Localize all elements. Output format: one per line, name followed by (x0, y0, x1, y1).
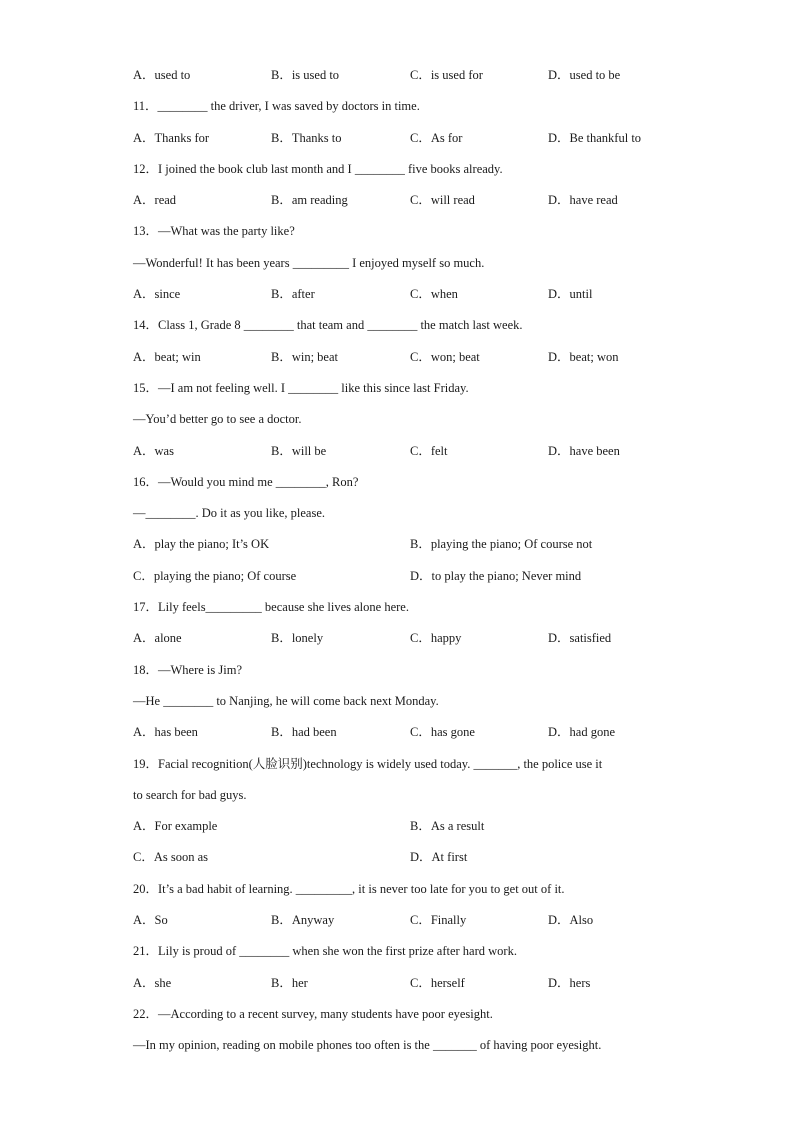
q16-option-a[interactable]: A．play the piano; It’s OK (133, 537, 270, 552)
q21-options (133, 968, 663, 999)
q12-stem: 12．I joined the book club last month and I ________ five books already. (133, 161, 503, 176)
q13-option-d[interactable]: D．until (548, 287, 593, 302)
q17-option-c[interactable]: C．happy (410, 631, 462, 646)
q11-option-b[interactable]: B．Thanks to (271, 130, 342, 145)
q19-option-b[interactable]: B．As a result (410, 819, 485, 834)
q17-option-a[interactable]: A．alone (133, 631, 182, 646)
q12-option-b[interactable]: B．am reading (271, 193, 348, 208)
q19-stem: 19．Facial recognition(人脸识别)technology is widely used today. _______, the police use it (133, 756, 603, 771)
q10-options (133, 60, 663, 91)
q12-option-a[interactable]: A．read (133, 193, 177, 208)
q16-stem: 16．—Would you mind me ________, Ron? (133, 474, 359, 489)
q20-option-d[interactable]: D．Also (548, 913, 594, 928)
q12-option-c[interactable]: C．will read (410, 193, 475, 208)
q11-stem: 11．________ the driver, I was saved by doctors in time. (133, 99, 420, 114)
q13-option-a[interactable]: A．since (133, 287, 181, 302)
q20-stem: 20．It’s a bad habit of learning. _________, it is never too late for you to get out of it. (133, 881, 565, 896)
q12-option-d[interactable]: D．have read (548, 193, 618, 208)
q21-option-c[interactable]: C．herself (410, 975, 465, 990)
q15-option-b[interactable]: B．will be (271, 443, 327, 458)
q14-option-b[interactable]: B．win; beat (271, 349, 339, 364)
q10-option-b[interactable]: B．is used to (271, 68, 340, 82)
q19-stem-cont: to search for bad guys. (133, 787, 247, 802)
q14-option-a[interactable]: A．beat; win (133, 349, 201, 364)
q19-option-d[interactable]: D．At first (410, 850, 468, 865)
q13-option-c[interactable]: C．when (410, 287, 458, 302)
q15-stem: 15．—I am not feeling well. I ________ like this since last Friday. (133, 380, 469, 395)
q13-options (133, 279, 663, 310)
q11-option-c[interactable]: C．As for (410, 130, 463, 145)
q22-stem-reply: —In my opinion, reading on mobile phones too often is the _______ of having poor eyesight. (133, 1038, 602, 1053)
q13-stem: 13．—What was the party like? (133, 224, 295, 239)
q15-option-c[interactable]: C．felt (410, 443, 448, 458)
q20-option-a[interactable]: A．So (133, 913, 168, 928)
q11-options (133, 123, 663, 154)
q11-option-d[interactable]: D．Be thankful to (548, 130, 642, 145)
q18-stem: 18．—Where is Jim? (133, 662, 243, 677)
q14-option-d[interactable]: D．beat; won (548, 349, 619, 364)
q15-option-a[interactable]: A．was (133, 443, 174, 458)
q15-options (133, 436, 663, 467)
q19-option-a[interactable]: A．For example (133, 819, 218, 834)
q10-option-d[interactable]: D．used to be (548, 68, 621, 82)
q15-option-d[interactable]: D．have been (548, 443, 620, 458)
q20-options (133, 905, 663, 936)
q14-stem: 14．Class 1, Grade 8 ________ that team and ________ the match last week. (133, 318, 523, 333)
q12-options (133, 185, 663, 216)
q21-stem: 21．Lily is proud of ________ when she won the first prize after hard work. (133, 944, 517, 959)
q21-option-d[interactable]: D．hers (548, 975, 591, 990)
q21-option-b[interactable]: B．her (271, 975, 308, 990)
q17-stem: 17．Lily feels_________ because she lives alone here. (133, 600, 409, 615)
q18-option-c[interactable]: C．has gone (410, 725, 475, 740)
q18-option-b[interactable]: B．had been (271, 725, 337, 740)
q16-stem-reply: —________. Do it as you like, please. (133, 506, 325, 521)
q16-option-b[interactable]: B．playing the piano; Of course not (410, 537, 593, 552)
q17-option-b[interactable]: B．lonely (271, 631, 324, 646)
q16-option-d[interactable]: D．to play the piano; Never mind (410, 568, 582, 583)
q14-options (133, 342, 663, 373)
q20-option-b[interactable]: B．Anyway (271, 913, 335, 928)
q13-option-b[interactable]: B．after (271, 287, 315, 302)
q17-option-d[interactable]: D．satisfied (548, 631, 612, 646)
q16-option-c[interactable]: C．playing the piano; Of course (133, 568, 297, 583)
q21-option-a[interactable]: A．she (133, 975, 172, 990)
q13-stem-reply: —Wonderful! It has been years _________ I enjoyed myself so much. (133, 255, 485, 270)
q17-options (133, 623, 663, 654)
q18-option-d[interactable]: D．had gone (548, 725, 615, 740)
q11-option-a[interactable]: A．Thanks for (133, 130, 210, 145)
q18-stem-reply: —He ________ to Nanjing, he will come back next Monday. (133, 693, 439, 708)
q22-stem: 22．—According to a recent survey, many students have poor eyesight. (133, 1006, 493, 1021)
q19-options-row2 (133, 842, 663, 873)
exam-page (133, 60, 663, 1062)
q18-option-a[interactable]: A．has been (133, 725, 198, 740)
q16-options-row2 (133, 561, 663, 592)
q14-option-c[interactable]: C．won; beat (410, 349, 480, 364)
q19-options-row1 (133, 811, 663, 842)
q18-options (133, 717, 663, 748)
q20-option-c[interactable]: C．Finally (410, 913, 467, 928)
q10-option-a[interactable]: A．used to (133, 68, 191, 82)
q15-stem-reply: —You’d better go to see a doctor. (133, 412, 302, 427)
q16-options-row1 (133, 529, 663, 560)
q10-option-c[interactable]: C．is used for (410, 68, 483, 82)
q19-option-c[interactable]: C．As soon as (133, 850, 209, 865)
